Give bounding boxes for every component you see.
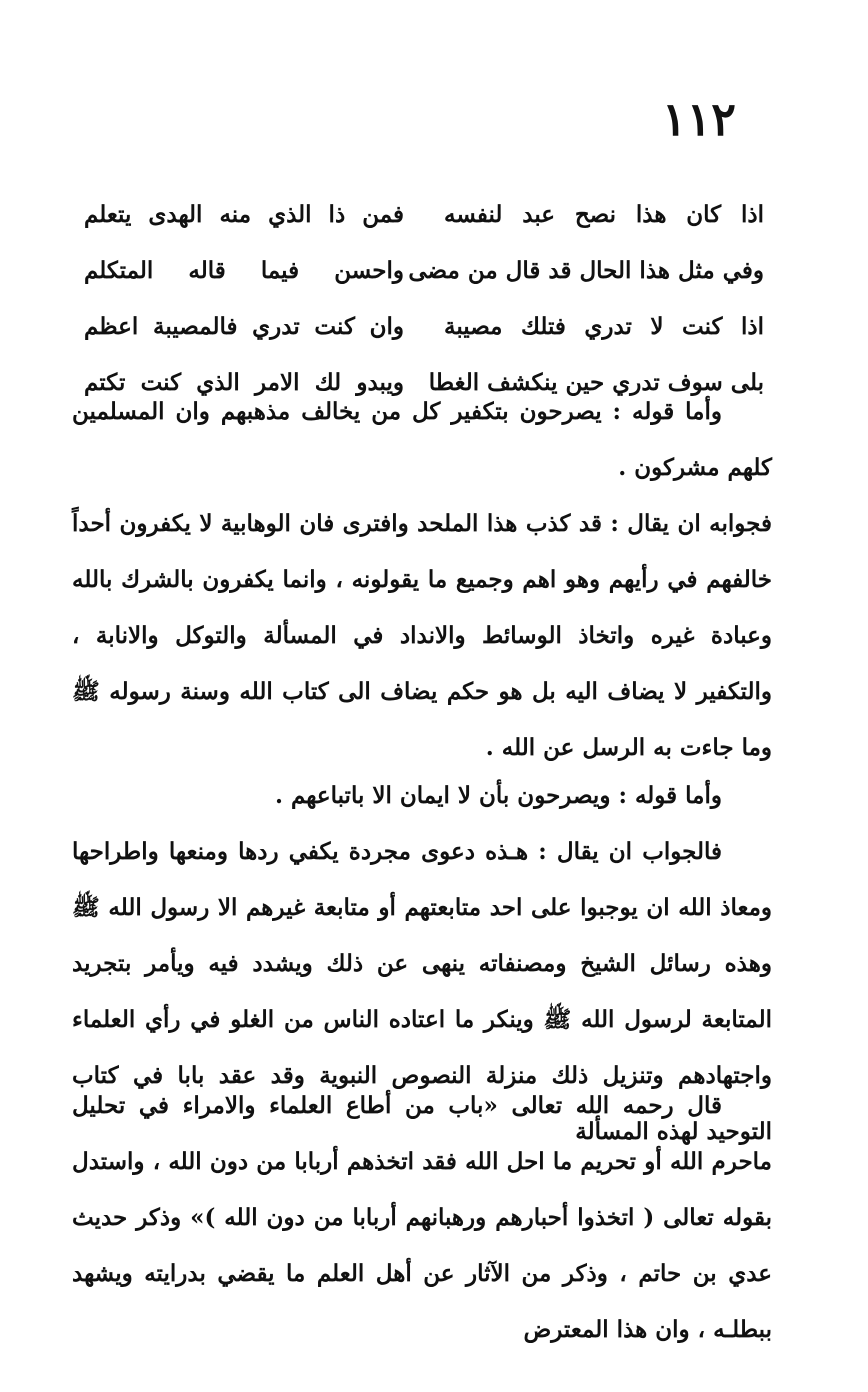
paragraph-text: وأما قوله : يصرحون بتكفير كل من يخالف مذهبهم وان المسلمين كلهم مشركون . [72, 398, 772, 481]
poem-verse [84, 186, 764, 242]
paragraph-text: قال رحمه الله تعالى «باب من أطاع العلماء والامراء في تحليل ماحرم الله أو تحريم ما احل الله فقد اتخذهم أربابا من دون الله ، واستدل بقوله تعالى ( اتخذوا أحبارهم ورهبانهم أربابا من دون الله )» وذكر حديث عدي بن حاتم ، وذكر من الآثار عن أهل العلم ما يقضي بدرايته ويشهد ببطلـه ، وان هذا المعترض [72, 1092, 772, 1343]
verse-second-hemistich: واحسن فيما قاله المتكلم [84, 256, 404, 284]
verse-second-hemistich: وان كنت تدري فالمصيبة اعظم [84, 312, 404, 340]
paragraph-text: فالجواب ان يقال : هـذه دعوى مجردة يكفي ردها ومنعها واطراحها ومعاذ الله ان يوجبوا على احد متابعتهم أو متابعة غيرهم الا رسول الله ﷺ وهذه رسائل الشيخ ومصنفاته ينهى عن ذلك ويشدد فيه ويأمر بتجريد المتابعة لرسول الله ﷺ وينكر ما اعتاده الناس من الغلو في رأي العلماء واجتهادهم وتنزيل ذلك منزلة النصوص النبوية وقد عقد بابا في كتاب التوحيد لهذه المسألة [72, 838, 772, 1145]
paragraph-answer-takfir [72, 496, 772, 776]
verse-second-hemistich: فمن ذا الذي منه الهدى يتعلم [84, 200, 404, 228]
paragraph-claim-iman [72, 768, 772, 824]
verse-first-hemistich: اذا كنت لا تدري فتلك مصيبة [444, 312, 764, 340]
page-number: ١١٢ [661, 92, 736, 146]
verse-first-hemistich: بلى سوف تدري حين ينكشف الغطا [428, 368, 764, 396]
paragraph-text: وأما قوله : ويصرحون بأن لا ايمان الا باتباعهم . [274, 782, 722, 809]
poem [84, 186, 764, 410]
poem-verse [84, 298, 764, 354]
verse-first-hemistich: وفي مثل هذا الحال قد قال من مضى [408, 256, 764, 284]
poem-verse [84, 242, 764, 298]
paragraph-quote-kitab-tawhid [72, 1078, 772, 1358]
paragraph-text: فجوابه ان يقال : قد كذب هذا الملحد وافترى فان الوهابية لا يكفرون أحداً خالفهم في رأيهم وهو اهم وجميع ما يقولونه ، وانما يكفرون بالشرك بالله وعبادة غيره واتخاذ الوسائط والانداد في المسألة والتوكل والانابة ، والتكفير لا يضاف اليه بل هو حكم يضاف الى كتاب الله وسنة رسوله ﷺ وما جاءت به الرسل عن الله . [72, 510, 772, 761]
verse-second-hemistich: ويبدو لك الامر الذي كنت تكتم [84, 368, 404, 396]
paragraph-claim-takfir [72, 384, 772, 496]
verse-first-hemistich: اذا كان هذا نصح عبد لنفسه [444, 200, 764, 228]
